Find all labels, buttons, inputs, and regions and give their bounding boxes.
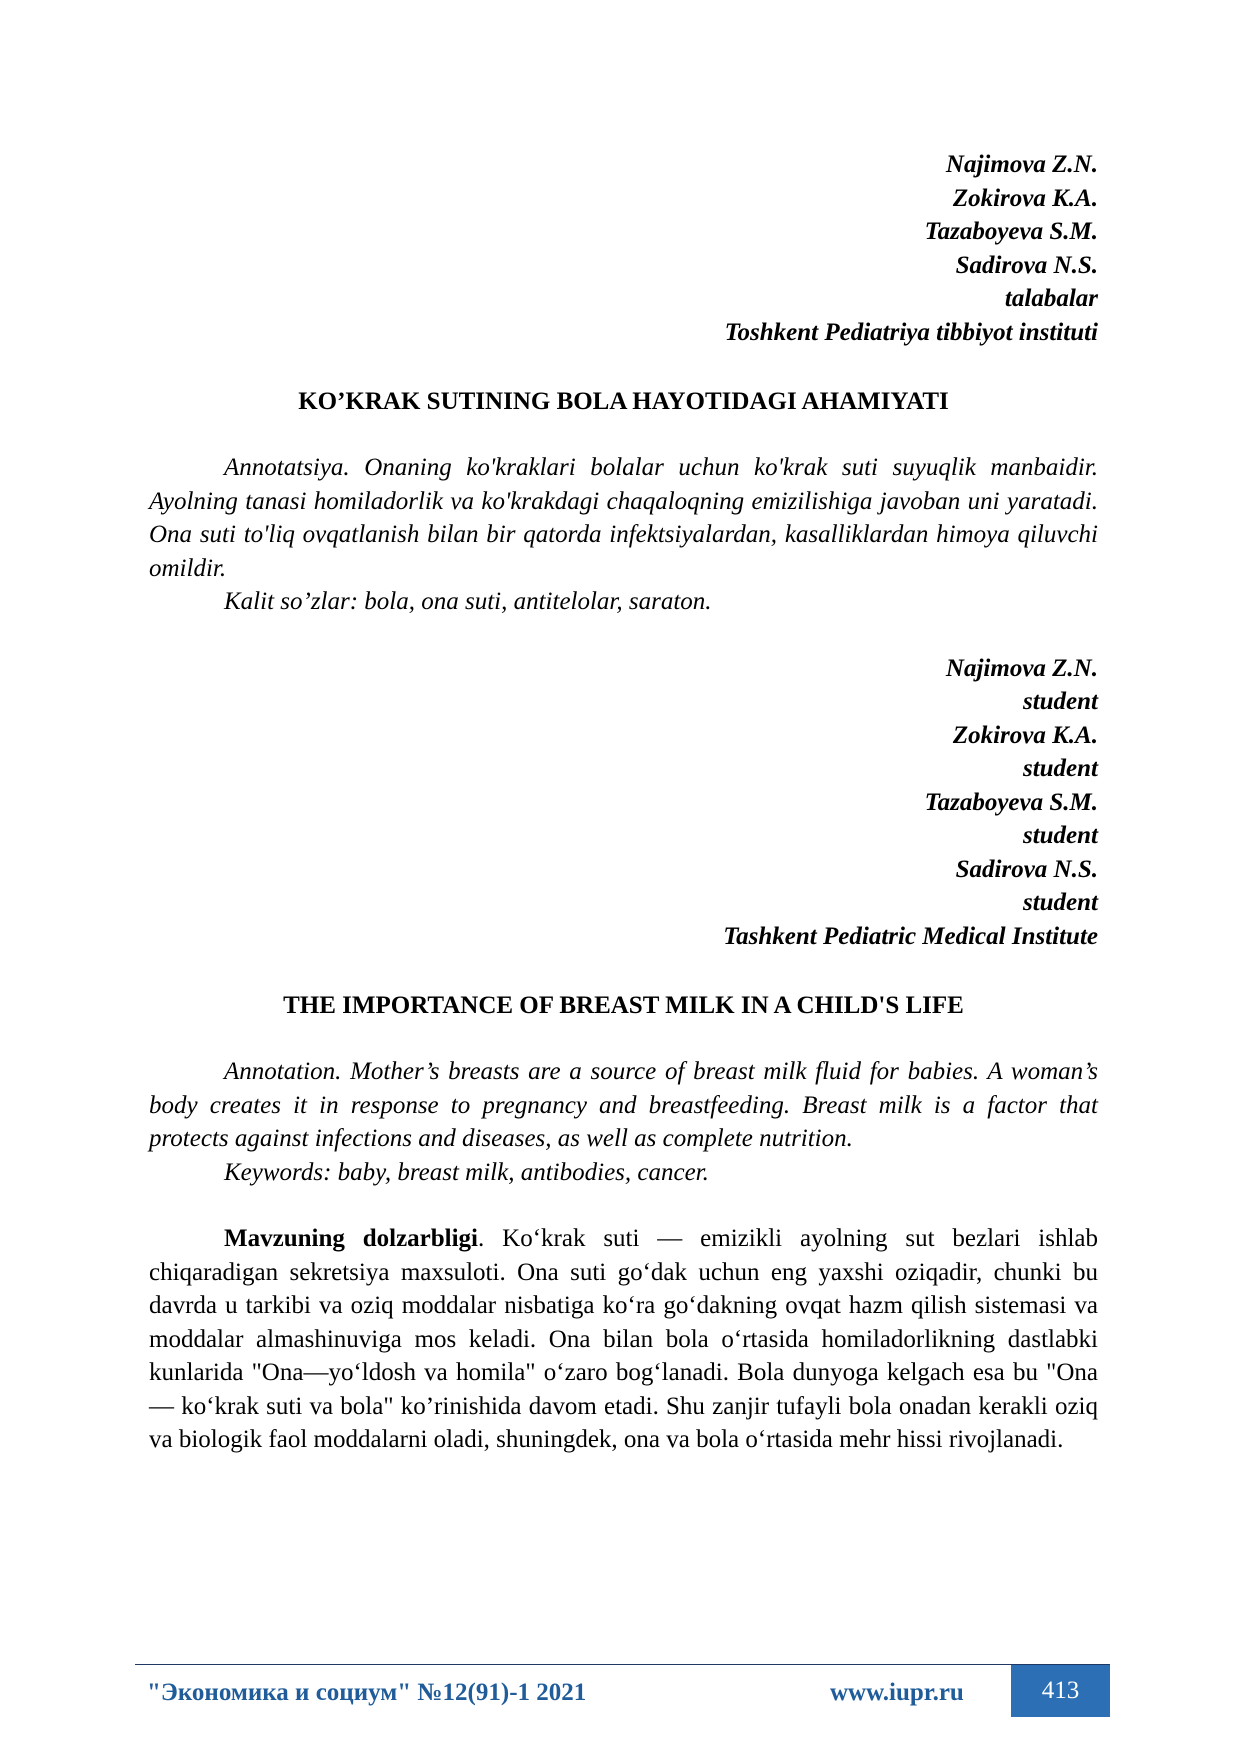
footer-journal: "Экономика и социум" №12(91)-1 2021 xyxy=(147,1679,587,1706)
author-name: Zokirova K.A. xyxy=(952,184,1098,212)
author-line: Sadirova N.S. xyxy=(955,855,1098,883)
abstract-uz xyxy=(149,451,1098,619)
author-line: student xyxy=(1022,688,1098,715)
author-name: Sadirova N.S. xyxy=(955,251,1098,279)
keywords: Keywords: baby, breast milk, antibodies, cancer. xyxy=(224,1158,709,1186)
author-line: Tazaboyeva S.M. xyxy=(924,788,1098,816)
section-paragraph xyxy=(149,1222,1098,1457)
author-name: Najimova Z.N. xyxy=(945,151,1098,178)
page-number: 413 xyxy=(1011,1665,1110,1717)
authors-uz xyxy=(149,148,1098,349)
author-line: Zokirova K.A. xyxy=(952,721,1098,749)
authors-en xyxy=(149,652,1098,954)
author-line: student xyxy=(1022,889,1098,916)
author-role: talabalar xyxy=(1004,285,1098,312)
title-en: THE IMPORTANCE OF BREAST MILK IN A CHILD'S LIFE xyxy=(283,992,964,1019)
abstract-text: Annotation. Mother’s breasts are a source of breast milk fluid for babies. A woman’s body creates it in response to pregnancy and breastfeeding. Breast milk is a factor that protects against infections and diseases, as well as complete nutrition. xyxy=(149,1058,1098,1152)
keywords: Kalit so’zlar: bola, ona suti, antitelolar, saraton. xyxy=(224,588,712,615)
author-line: Najimova Z.N. xyxy=(945,654,1098,682)
footer xyxy=(135,1664,1110,1719)
title-uz: KO’KRAK SUTINING BOLA HAYOTIDAGI AHAMIYATI xyxy=(298,388,949,415)
abstract-text: Annotatsiya. Onaning ko'kraklari bolalar uchun ko'krak suti suyuqlik manbaidir. Ayolning tanasi homiladorlik va ko'krakdagi chaqaloqning emizilishiga javoban uni yaratadi. Ona suti to'liq ovqatlanish bilan bir qatorda infektsiyalardan, kasalliklardan himoya qiluvchi omildir. xyxy=(149,454,1098,582)
section-text: . Ko‘krak suti — emizikli ayolning sut bezlari ishlab chiqaradigan sekretsiya maxsuloti. Ona suti go‘dak uchun eng yaxshi oziqadir, chunki bu davrda u tarkibi va oziq moddalar nisbatiga ko‘ra go‘dakning ovqat hazm qilish sistemasi va moddalar almashinuviga mos keladi. Ona bilan bola o‘rtasida homiladorlikning dastlabki kunlarida "Ona—yo‘ldosh va homila" o‘zaro bog‘lanadi. Bola dunyoga kelgach esa bu "Ona — ko‘krak suti va bola" ko’rinishida davom etadi. Shu zanjir tufayli bola onadan kerakli oziq va biologik faol moddalarni oladi, shuningdek, ona va bola o‘rtasida mehr hissi rivojlanadi. xyxy=(149,1225,1098,1453)
author-name: Tazaboyeva S.M. xyxy=(924,218,1098,245)
author-institution: Tashkent Pediatric Medical Institute xyxy=(723,922,1098,950)
author-line: student xyxy=(1022,755,1098,782)
page-content xyxy=(149,148,1098,1457)
author-institution: Toshkent Pediatriya tibbiyot instituti xyxy=(724,318,1098,346)
abstract-en xyxy=(149,1055,1098,1189)
footer-url[interactable]: www.iupr.ru xyxy=(830,1679,964,1706)
author-line: student xyxy=(1022,822,1098,849)
section-heading: Mavzuning dolzarbligi xyxy=(224,1225,479,1252)
